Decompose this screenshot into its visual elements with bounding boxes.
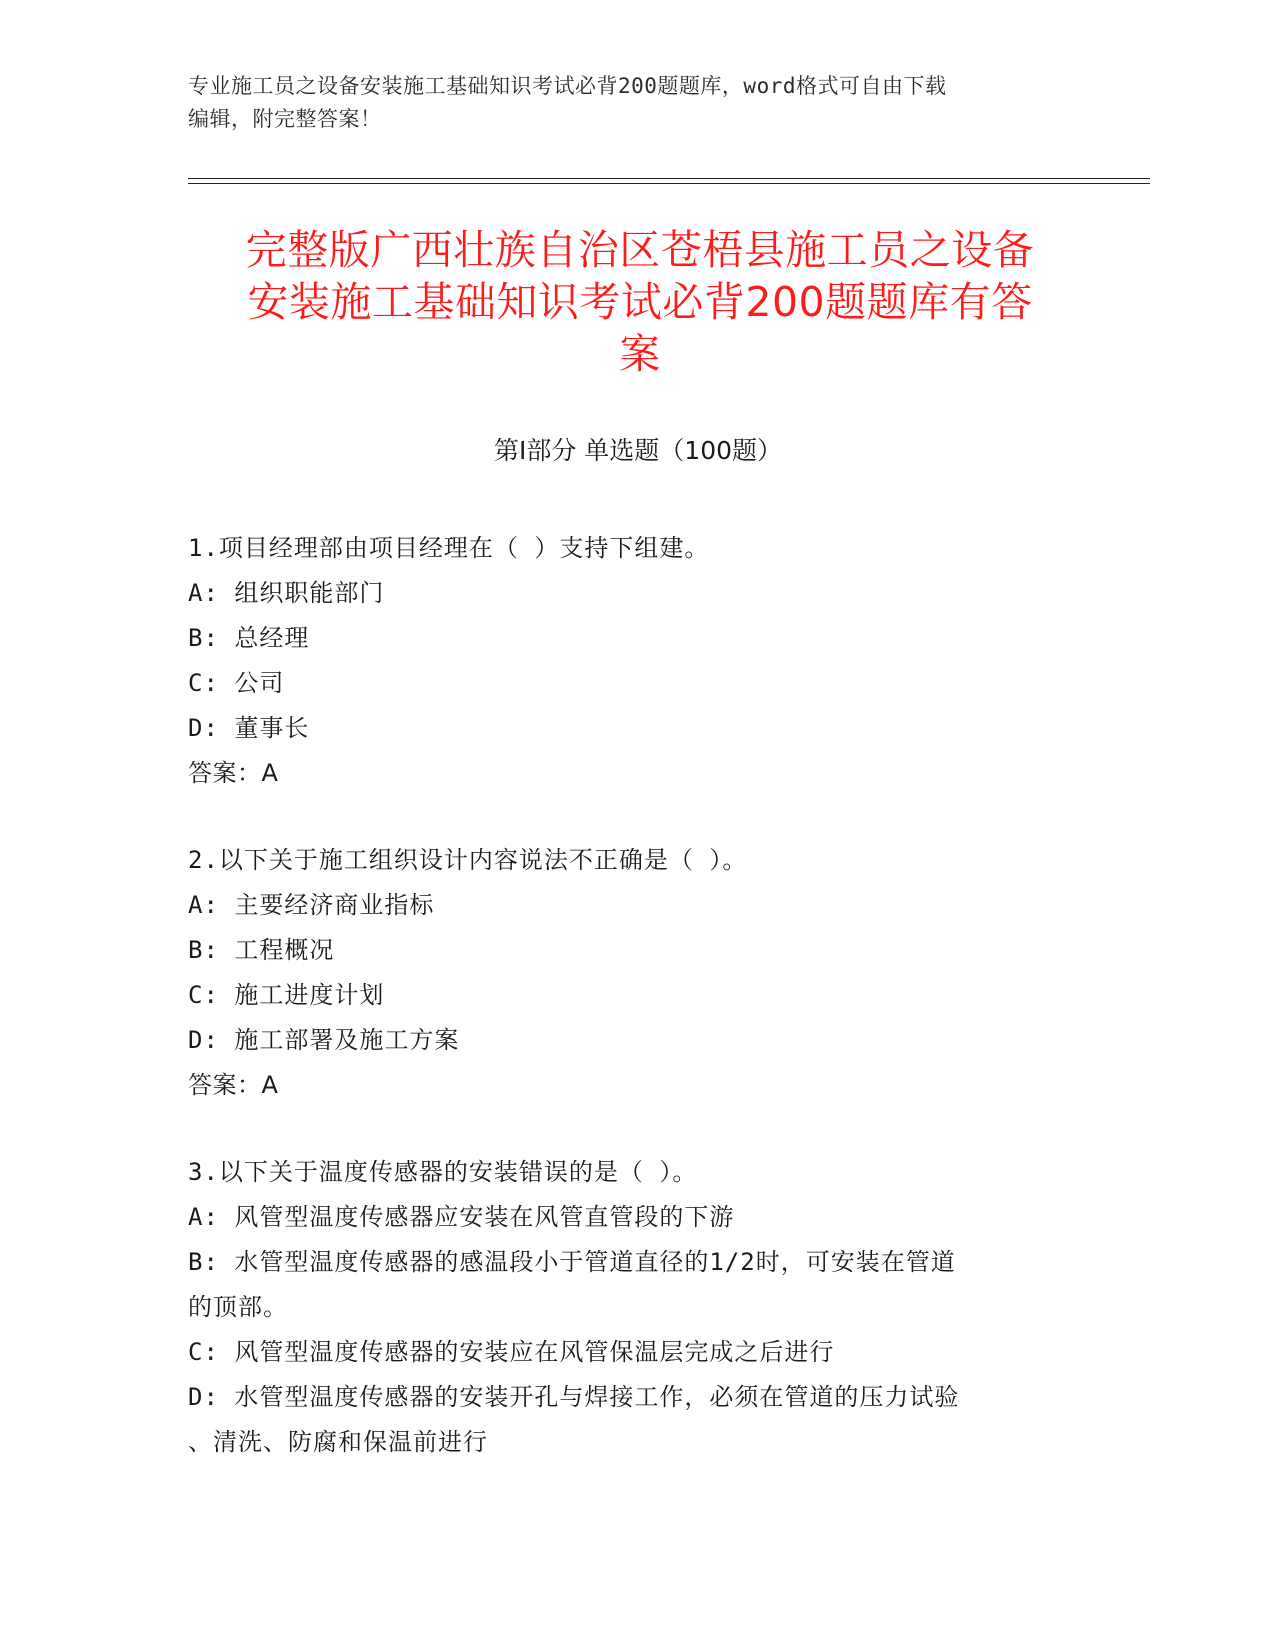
header-note-line-1: 专业施工员之设备安装施工基础知识考试必背200题题库，word格式可自由下载 — [188, 74, 947, 98]
option-d: D: 施工部署及施工方案 — [188, 1026, 460, 1054]
option-d: D: 董事长 — [188, 714, 310, 742]
document-title-line-2: 安装施工基础知识考试必背200题题库有答 — [247, 278, 1033, 326]
question-list — [188, 526, 1068, 1507]
option-c: C: 公司 — [188, 669, 285, 697]
question-stem: 2.以下关于施工组织设计内容说法不正确是（ ）。 — [188, 846, 748, 874]
option-c: C: 施工进度计划 — [188, 981, 385, 1009]
header-note-line-2: 编辑，附完整答案！ — [188, 107, 382, 131]
option-b-continued: 的顶部。 — [188, 1293, 288, 1321]
document-title-line-1: 完整版广西壮族自治区苍梧县施工员之设备 — [245, 226, 1035, 274]
question-1 — [188, 526, 1068, 796]
option-a: A: 风管型温度传感器应安装在风管直管段的下游 — [188, 1203, 735, 1231]
question-3 — [188, 1150, 1068, 1465]
question-stem: 3.以下关于温度传感器的安装错误的是（ ）。 — [188, 1158, 698, 1186]
question-2 — [188, 838, 1068, 1108]
header-rule-top — [188, 178, 1150, 179]
question-stem: 1.项目经理部由项目经理在（ ）支持下组建。 — [188, 534, 710, 562]
answer: 答案：A — [188, 1071, 279, 1099]
option-b: B: 工程概况 — [188, 936, 335, 964]
document-title — [160, 224, 1120, 380]
answer: 答案：A — [188, 759, 279, 787]
option-a: A: 主要经济商业指标 — [188, 891, 435, 919]
option-b: B: 水管型温度传感器的感温段小于管道直径的1/2时，可安装在管道 — [188, 1248, 956, 1276]
option-d-continued: 、清洗、防腐和保温前进行 — [188, 1428, 488, 1456]
option-a: A: 组织职能部门 — [188, 579, 385, 607]
header-note — [188, 70, 1068, 136]
option-b: B: 总经理 — [188, 624, 310, 652]
option-c: C: 风管型温度传感器的安装应在风管保温层完成之后进行 — [188, 1338, 835, 1366]
option-d: D: 水管型温度传感器的安装开孔与焊接工作，必须在管道的压力试验 — [188, 1383, 960, 1411]
header-rule-bottom — [188, 183, 1150, 184]
document-title-line-3: 案 — [619, 330, 661, 378]
section-heading: 第Ⅰ部分 单选题（100题） — [493, 436, 783, 465]
